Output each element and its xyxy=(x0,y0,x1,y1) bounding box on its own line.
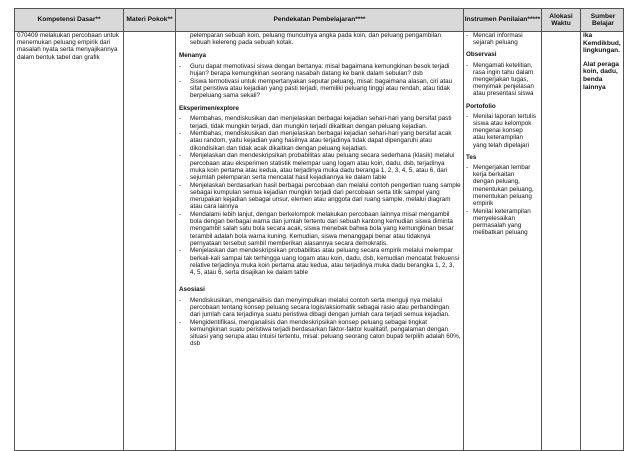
list-item xyxy=(179,115,461,129)
list-item xyxy=(179,63,461,77)
list-item xyxy=(466,113,536,149)
bullet-dash: - xyxy=(466,32,469,39)
bullet-dash: - xyxy=(466,112,469,120)
list-item-text: Guru dapat memotivasi siswa dengan bertanya: misal bagaimana kemungkinan besok terjadi hujan? berapa kemungkinan seorang nasabah datang ke bank dalam sebulan? dsb xyxy=(190,62,450,77)
list-item xyxy=(179,247,461,276)
bullet-dash: - xyxy=(466,61,469,69)
list-item xyxy=(466,208,536,237)
list-item xyxy=(466,164,536,207)
list-item xyxy=(179,297,461,319)
list-item-text: Membahas, mendiskusikan dan menjelaskan berbagai kejadian sehari-hari yang bersifat pasti terjadi, tidak mungkin terjadi, dan mungkin terjadi dikaitkan dengan peluang kejadian. xyxy=(190,115,452,130)
section-asosiasi: Asosiasi xyxy=(179,286,205,294)
list-item xyxy=(179,152,461,181)
list-item-text: Mencari informasi sejarah peluang xyxy=(473,32,523,47)
list-item-text: Mengamati ketelitian, rasa ingin tahu dalam mengerjakan tugas, menyimak penjelasan atau presentasi siswa xyxy=(473,61,534,98)
list-item xyxy=(179,319,461,348)
list-item-text: Menilai laporan tertulis siswa atau kelompok mengenai konsep atau keterampilan yang telah dipelajari xyxy=(473,112,536,149)
section-menanya: Menanya xyxy=(179,52,206,60)
instrumen-cell xyxy=(466,32,536,237)
sumber-line: Kemdikbud, xyxy=(583,39,621,47)
section-tes: Tes xyxy=(466,153,477,161)
column-divider xyxy=(463,9,464,450)
header-pendekatan: Pendekatan Pembelajaran**** xyxy=(273,16,366,24)
list-item-text: Menjelaskan dan mendeskripsikan probabilitas atau peluang secara empirik melalui melempar berkali-kali sampai tak terhingga uang logam atau koin, dadu, dsb, kemudian mencatat frekuensi relative terjadinya muka koin pertama atau kedua, atau terjadinya muka dadu berangka 1, 2, 3, 4, 5, atau 6, serta disajikan ke dalam table xyxy=(190,247,460,277)
bullet-dash: - xyxy=(179,296,182,304)
pendekatan-intro: pelemparan sebuah koin, peluang munculnya angka pada koin, dan peluang pengambilan sebuah kelereng pada sebuah kotak. xyxy=(190,32,442,47)
column-divider xyxy=(123,9,124,450)
sumber-cell xyxy=(583,32,623,91)
header-sumber-belajar: Sumber Belajar xyxy=(590,12,616,27)
kd-text: 070409 melakukan percobaan untuk menemukan peluang empirik dari masalah nyata serta menyajikannya dalam bentuk tabel dan grafik xyxy=(17,32,119,61)
lesson-plan-table xyxy=(14,8,624,451)
bullet-dash: - xyxy=(179,318,182,326)
list-item xyxy=(466,32,536,46)
list-item xyxy=(466,62,536,98)
column-divider xyxy=(541,9,542,450)
section-eksperimen: Eksperimen/explore xyxy=(179,105,239,113)
pendekatan-cell xyxy=(179,32,461,348)
list-item xyxy=(179,130,461,152)
list-item-text: Menjelaskan dan mendeskripsikan probabilitas atau peluang secara sederhana (klasik) melalui percobaan atau eksperimen statistik melempar uang logam atau koin, dadu, dsb, terjadinya muka koin pertama atau kedua, atau terjadinya muka dadu beranga 1, 2, 3, 4, 5, atau 6, dari sejumlah pelemparan serta mencatat hasil kejadiannya ke dalam table xyxy=(190,152,455,181)
column-divider xyxy=(175,9,176,450)
sumber-line: ika xyxy=(583,32,593,39)
bullet-dash: - xyxy=(179,77,182,85)
list-item-text: Membahas, mendiskusikan dan menjelaskan berbagai kejadian sehari-hari yang bersifat acak atau random, yaitu kejadian yang hasilnya atau terjadinya tidak dapat dipengaruhi atau dikondisikan dan tidak acak dikaitkan dengan peluang kejadian. xyxy=(190,130,452,152)
bullet-dash: - xyxy=(179,247,182,255)
column-divider xyxy=(580,9,581,450)
section-observasi: Observasi xyxy=(466,51,497,59)
bullet-dash: - xyxy=(466,164,469,172)
bullet-dash: - xyxy=(179,152,182,160)
header-instrumen: Instrumen Penilaian***** xyxy=(464,16,541,24)
list-item-text: Mendalami lebih lanjut, dengan berkelompok melakukan percobaan lainnya misal mengambil bola dengan berbagai warna dan jumlah tertentu dari sebuah kantong kemudian siswa diminta mengambil salah satu bola secara acak, siswa menebak bahwa bola yang kemungkinan besar terambil adalah bola warna kuning. Kemudian, siswa menanggapi benar atau tidaknya pernyataan tersebut sambil memberikan alasannya secara demokratis. xyxy=(190,210,454,247)
sumber-line: lingkungan. xyxy=(583,47,620,55)
section-portofolio: Portofolio xyxy=(466,102,496,110)
list-item xyxy=(179,211,461,247)
header-materi-pokok: Materi Pokok** xyxy=(126,16,173,24)
list-item-text: Siswa termotivasi untuk mempertanyakan seputar peluang, misal: bagaimana alasan, ciri atau sifat peristiwa atau kejadian yang pasti terjadi, memiliki peluang tinggi atau rendah, atau tidak berpeluang sama sekali? xyxy=(190,77,453,99)
list-item-text: Mendiskusikan, menganalisis dan menyimpulkan melalui contoh serta menguji nya melalui percobaan tentang konsep peluang secara logis/aksiomatik sebagai rasio atau perbandingan dari jumlah cara terjadinya suatu peristiwa dibagi dengan jumlah cara terjadi semua kejadian. xyxy=(190,296,450,318)
bullet-dash: - xyxy=(179,115,182,123)
list-item xyxy=(179,182,461,211)
bullet-dash: - xyxy=(179,62,182,70)
bullet-dash: - xyxy=(179,130,182,138)
list-item-text: Menjelaskan berdasarkan hasil berbagai percobaan dan melalui contoh pengertian ruang sample sebagai kumpulan semua kejadian mungkin terjadi dari percobaan serta titik sampel yang merupakan kejadian sebagai unsur, elemen atau anggota dari ruang sample, melalui diagram atau cara lainnya xyxy=(190,181,461,211)
bullet-dash: - xyxy=(179,181,182,189)
header-kompetensi-dasar: Kompetensi Dasar** xyxy=(37,16,101,24)
sumber-line: Alat peraga koin, dadu, benda lainnya xyxy=(583,60,619,91)
list-item-text: Menilai keterampilan menyelesaikan permasalah yang melibatkan peluang xyxy=(473,207,531,237)
list-item-text: Mengerjakan lembar kerja berkaitan dengan peluang, menentukan peluang, menentukan peluang empirik xyxy=(473,164,534,208)
list-item-text: Mengidentifikasi, menganalisis dan mendeskripsikan konsep peluang sebagai tingkat kemungkinan suatu peristiwa terjadi berdasarkan faktor-faktor kualitatif, pengalaman dengan situasi yang serupa atau intuisi tertentu, misal: peluang seorang calon bupati terpilih adalah 60%, dsb xyxy=(190,318,461,348)
list-item xyxy=(179,78,461,100)
bullet-dash: - xyxy=(466,207,469,215)
bullet-dash: - xyxy=(179,210,182,218)
header-alokasi-waktu: Alokasi Waktu xyxy=(549,12,573,27)
